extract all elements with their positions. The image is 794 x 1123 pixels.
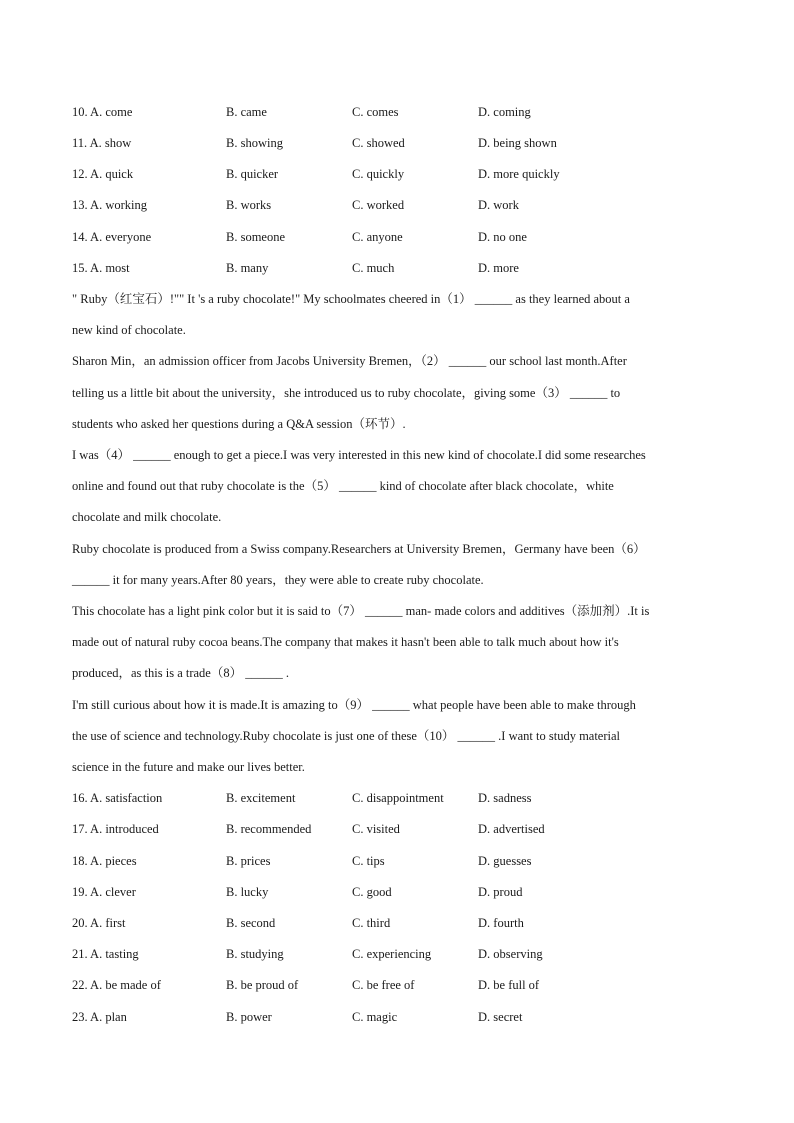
option-b: B. showing (226, 136, 283, 150)
option-a: 14. A. everyone (72, 230, 152, 244)
passage-line: online and found out that ruby chocolate is the（5） ______ kind of chocolate after black chocolate，white (72, 479, 614, 493)
option-d: D. sadness (478, 791, 532, 805)
option-c: C. much (352, 261, 395, 275)
option-c: C. be free of (352, 978, 415, 992)
option-a: 20. A. first (72, 916, 126, 930)
option-b: B. lucky (226, 885, 269, 899)
option-a: 15. A. most (72, 261, 130, 275)
option-d: D. more (478, 261, 519, 275)
option-d: D. be full of (478, 978, 540, 992)
option-a: 23. A. plan (72, 1010, 127, 1024)
option-b: B. power (226, 1010, 272, 1024)
option-d: D. fourth (478, 916, 524, 930)
option-d: D. secret (478, 1010, 523, 1024)
option-b: B. many (226, 261, 269, 275)
passage-line: ______ it for many years.After 80 years，they were able to create ruby chocolate. (72, 573, 484, 587)
option-b: B. be proud of (226, 978, 299, 992)
option-c: C. experiencing (352, 947, 432, 961)
passage-line: I'm still curious about how it is made.It is amazing to（9） ______ what people have been able to make through (72, 698, 636, 712)
passage-line: Sharon Min，an admission officer from Jacobs University Bremen，（2） ______ our school last month.After (72, 354, 627, 368)
option-d: D. coming (478, 105, 531, 119)
option-b: B. prices (226, 854, 271, 868)
passage-line: chocolate and milk chocolate. (72, 510, 222, 524)
option-c: C. comes (352, 105, 399, 119)
passage-line: telling us a little bit about the university，she introduced us to ruby chocolate，giving some（3） ______ to (72, 386, 621, 400)
passage-line: Ruby chocolate is produced from a Swiss company.Researchers at University Bremen，Germany have been（6） (72, 542, 646, 556)
option-b: B. someone (226, 230, 286, 244)
option-a: 11. A. show (72, 136, 132, 150)
option-b: B. excitement (226, 791, 296, 805)
option-c: C. good (352, 885, 392, 899)
option-b: B. second (226, 916, 276, 930)
option-a: 19. A. clever (72, 885, 136, 899)
option-c: C. showed (352, 136, 405, 150)
option-d: D. being shown (478, 136, 557, 150)
option-b: B. quicker (226, 167, 279, 181)
option-a: 21. A. tasting (72, 947, 139, 961)
option-a: 10. A. come (72, 105, 133, 119)
passage-line: the use of science and technology.Ruby chocolate is just one of these（10） ______ .I want to study material (72, 729, 621, 743)
option-a: 12. A. quick (72, 167, 134, 181)
option-c: C. tips (352, 854, 385, 868)
option-d: D. guesses (478, 854, 532, 868)
option-d: D. more quickly (478, 167, 560, 181)
option-b: B. recommended (226, 822, 312, 836)
option-b: B. came (226, 105, 267, 119)
option-b: B. works (226, 198, 272, 212)
passage-line: made out of natural ruby cocoa beans.The company that makes it hasn't been able to talk much about how it's (72, 635, 619, 649)
passage-line: produced，as this is a trade（8） ______ . (72, 666, 289, 680)
option-c: C. magic (352, 1010, 398, 1024)
passage-line: science in the future and make our lives better. (72, 760, 305, 774)
option-c: C. worked (352, 198, 405, 212)
option-a: 13. A. working (72, 198, 147, 212)
passage-line: I was（4） ______ enough to get a piece.I was very interested in this new kind of chocolate.I did some researches (72, 448, 646, 462)
option-d: D. no one (478, 230, 527, 244)
passage-line: " Ruby（红宝石）!"" It 's a ruby chocolate!" My schoolmates cheered in（1） ______ as they learned about a (72, 292, 630, 306)
option-b: B. studying (226, 947, 284, 961)
option-a: 18. A. pieces (72, 854, 137, 868)
option-a: 22. A. be made of (72, 978, 161, 992)
option-c: C. quickly (352, 167, 405, 181)
option-c: C. anyone (352, 230, 403, 244)
option-c: C. visited (352, 822, 400, 836)
passage-line: new kind of chocolate. (72, 323, 186, 337)
option-d: D. work (478, 198, 519, 212)
option-d: D. advertised (478, 822, 545, 836)
option-d: D. proud (478, 885, 523, 899)
option-a: 16. A. satisfaction (72, 791, 163, 805)
option-a: 17. A. introduced (72, 822, 159, 836)
passage-line: This chocolate has a light pink color but it is said to（7） ______ man- made colors and additives（添加剂）.It is (72, 604, 650, 618)
passage-line: students who asked her questions during a Q&A session（环节）. (72, 417, 406, 431)
option-d: D. observing (478, 947, 543, 961)
option-c: C. third (352, 916, 391, 930)
option-c: C. disappointment (352, 791, 444, 805)
